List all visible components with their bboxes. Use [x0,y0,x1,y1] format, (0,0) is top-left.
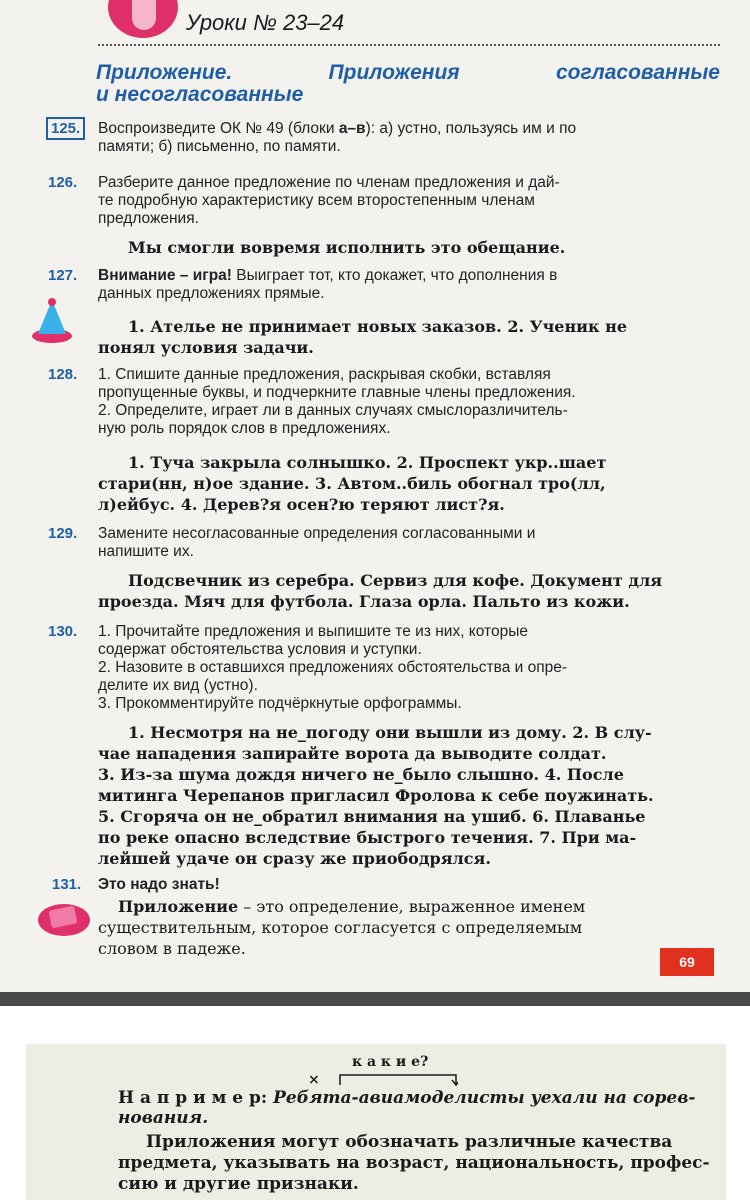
ex130-ex-line-3: 3. Из-за шума дождя ничего не_было слышно. 4. После [98,765,624,784]
ex131-def-line-3: словом в падеже. [98,939,246,958]
ex128-line-4: ную роль порядок слов в предложениях. [98,420,391,437]
ex131-def-line-1: – это определение, выраженное именем [238,897,586,916]
exercise-number-126: 126. [48,174,78,191]
ex127-ex-line-1: 1. Ателье не принимает новых заказов. 2. Ученик не [128,317,628,336]
exercise-128-example [98,452,724,515]
page-number-badge: 69 [660,948,714,976]
ex130-ex-line-5: 5. Сгоряча он не_обратил внимания на ушиб. 6. Плаванье [98,807,646,826]
exercise-126-text [98,174,724,228]
ex127-bold: Внимание – игра! [98,267,232,284]
exercise-127-example [98,316,724,358]
exercise-128-text [98,366,724,438]
page2-line-1: Приложения могут обозначать различные качества [146,1132,673,1152]
ex131-def-line-2: существительным, которое согласуется с определяемым [98,918,583,937]
topic-word-2: Приложения [328,61,460,84]
ex130-ex-line-7: лейшей удаче он сразу же приободрялся. [98,849,491,868]
second-page-excerpt [26,1044,726,1200]
ex129-ex-line-2: проезда. Мяч для футбола. Глаза орла. Пальто из кожи. [98,592,630,611]
ex126-line-1: Разберите данное предложение по членам предложения и дай- [98,174,560,191]
topic-word-1: Приложение. [96,61,233,84]
ex129-line-1: Замените несогласованные определения согласованными и [98,525,536,542]
ex128-line-1: 1. Спишите данные предложения, раскрывая скобки, вставляя [98,366,551,383]
exercise-number-125: 125. [46,117,85,140]
exercise-129-text [98,525,724,561]
exercise-131-definition [98,896,724,959]
exercise-127-text [98,267,724,303]
ex130-line-2: содержат обстоятельства условия и уступки. [98,641,422,658]
ex126-line-2: те подробную характеристику всем второстепенным членам [98,192,535,209]
example-text-2: нования. [118,1108,209,1128]
example-text: Ребята-авиамоделисты уехали на сорев- [273,1088,696,1108]
eraser-icon [36,898,92,938]
ex128-ex-line-3: л)ейбус. 4. Дерев?я осен?ю теряют лист?я. [98,495,505,514]
exercise-number-128: 128. [48,366,78,383]
question-mark-label: к а к и е? [352,1054,429,1070]
question-bracket [338,1072,458,1086]
exercise-130-text [98,623,724,713]
ex125-part-b: ): а) устно, пользуясь им и по [365,120,577,137]
ex128-line-3: 2. Определите, играет ли в данных случаях смыслоразличитель- [98,402,568,419]
term-prilozhenie: Приложение [118,897,239,916]
ex130-line-3: 2. Назовите в оставшихся предложениях обстоятельства и опре- [98,659,568,676]
ex128-ex-line-1: 1. Туча закрыла солнышко. 2. Проспект укр..шает [128,453,607,472]
ex125-line-2: памяти; б) письменно, по памяти. [98,138,341,155]
exercise-129-example [98,570,724,612]
pink-blob-inner [132,0,156,30]
ex130-ex-line-4: митинга Черепанов пригласил Фролова к себе поужинать. [98,786,654,805]
exercise-125-text [98,120,724,156]
topic-line-2: и несогласованные [96,83,304,106]
ex125-bold: а–в [338,120,366,137]
ex130-ex-line-6: по реке опасно вследствие быстрого течения. 7. При ма- [98,828,637,847]
topic-heading [96,62,720,106]
exercise-number-131: 131. [52,876,82,893]
cross-mark: × [308,1072,320,1088]
page2-line-2: предмета, указывать на возраст, национальность, профес- [118,1153,710,1173]
example-label: Н а п р и м е р: [118,1088,268,1108]
exercise-131-heading: Это надо знать! [98,876,220,893]
ex130-ex-line-1: 1. Несмотря на не_погоду они вышли из дому. 2. В слу- [128,723,652,742]
ex129-line-2: напишите их. [98,543,194,560]
ex130-line-4: делите их вид (устно). [98,677,258,694]
example-line [118,1088,718,1108]
ex130-ex-line-2: чае нападения запирайте ворота да выводите солдат. [98,744,607,763]
exercise-130-example [98,722,724,869]
separator-bar [0,992,750,1006]
ex128-line-2: пропущенные буквы, и подчеркните главные члены предложения. [98,384,576,401]
ex127-ex-line-2: понял условия задачи. [98,338,314,357]
exercise-number-130: 130. [48,623,78,640]
page2-body [118,1132,718,1195]
triangle-game-icon [30,296,74,344]
ex126-line-3: предложения. [98,210,199,227]
topic-word-3: согласованные [555,61,720,84]
lesson-title: Уроки № 23–24 [186,10,345,35]
ex129-ex-line-1: Подсвечник из серебра. Сервиз для кофе. Документ для [128,571,663,590]
page2-line-3: сию и другие признаки. [118,1174,359,1194]
ex127-line-2: данных предложениях прямые. [98,285,325,302]
exercise-number-127: 127. [48,267,78,284]
exercise-126-example: Мы смогли вовремя исполнить это обещание. [128,238,566,257]
header-divider [98,44,720,46]
ex130-line-5: 3. Прокомментируйте подчёркнутые орфограммы. [98,695,462,712]
page-separator [0,992,750,1044]
ex125-part-a: Воспроизведите ОК № 49 (блоки [98,120,339,137]
ex128-ex-line-2: стари(нн, н)ое здание. 3. Автом..биль обогнал тро(лл, [98,474,606,493]
ex127-text: Выиграет тот, кто докажет, что дополнения в [231,267,558,284]
exercise-number-129: 129. [48,525,78,542]
ex130-line-1: 1. Прочитайте предложения и выпишите те из них, которые [98,623,528,640]
